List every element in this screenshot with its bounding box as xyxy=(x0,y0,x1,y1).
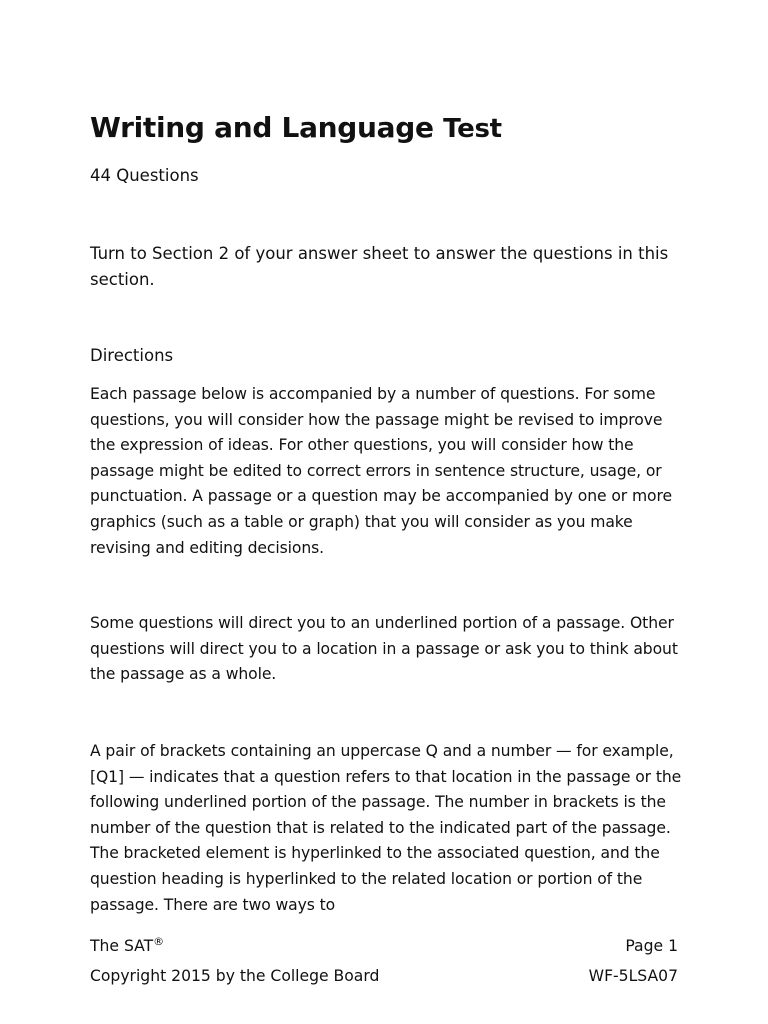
page-title-main: Writing and Language xyxy=(90,111,434,144)
copyright-notice: Copyright 2015 by the College Board xyxy=(90,967,380,985)
footer-row-2 xyxy=(90,965,678,987)
page-number: Page 1 xyxy=(625,937,678,955)
directions-paragraph-3: A pair of brackets containing an uppercase Q and a number — for example, [Q1] — indicates that a question refers to that location in the passage or the following underlined portion of the passage. The number in brackets is the number of the question that is related to the indicated part of the passage. The bracketed element is hyperlinked to the associated question, and the question heading is hyperlinked to the related location or portion of the passage. There are two ways to xyxy=(90,742,682,914)
directions-paragraph-2: Some questions will direct you to an underlined portion of a passage. Other questions will direct you to a location in a passage or ask you to think about the passage as a whole. xyxy=(90,614,678,684)
form-code: WF-5LSA07 xyxy=(588,967,678,985)
footer-brand xyxy=(90,935,164,957)
question-count: 44 Questions xyxy=(90,166,199,185)
page-title-suffix: Test xyxy=(443,114,502,144)
directions-paragraph-1: Each passage below is accompanied by a number of questions. For some questions, you will consider how the passage might be revised to improve the expression of ideas. For other questions, you will consider how the passage might be edited to correct errors in sentence structure, usage, or punctuation. A passage or a question may be accompanied by one or more graphics (such as a table or graph) that you will consider as you make revising and editing decisions. xyxy=(90,385,672,557)
registered-mark: ® xyxy=(153,935,165,948)
directions-heading: Directions xyxy=(90,346,174,365)
section-instruction: Turn to Section 2 of your answer sheet to answer the questions in this section. xyxy=(90,244,669,289)
footer-brand-text: The SAT xyxy=(90,937,154,955)
page-title xyxy=(90,108,502,149)
footer-row-1 xyxy=(90,935,678,957)
